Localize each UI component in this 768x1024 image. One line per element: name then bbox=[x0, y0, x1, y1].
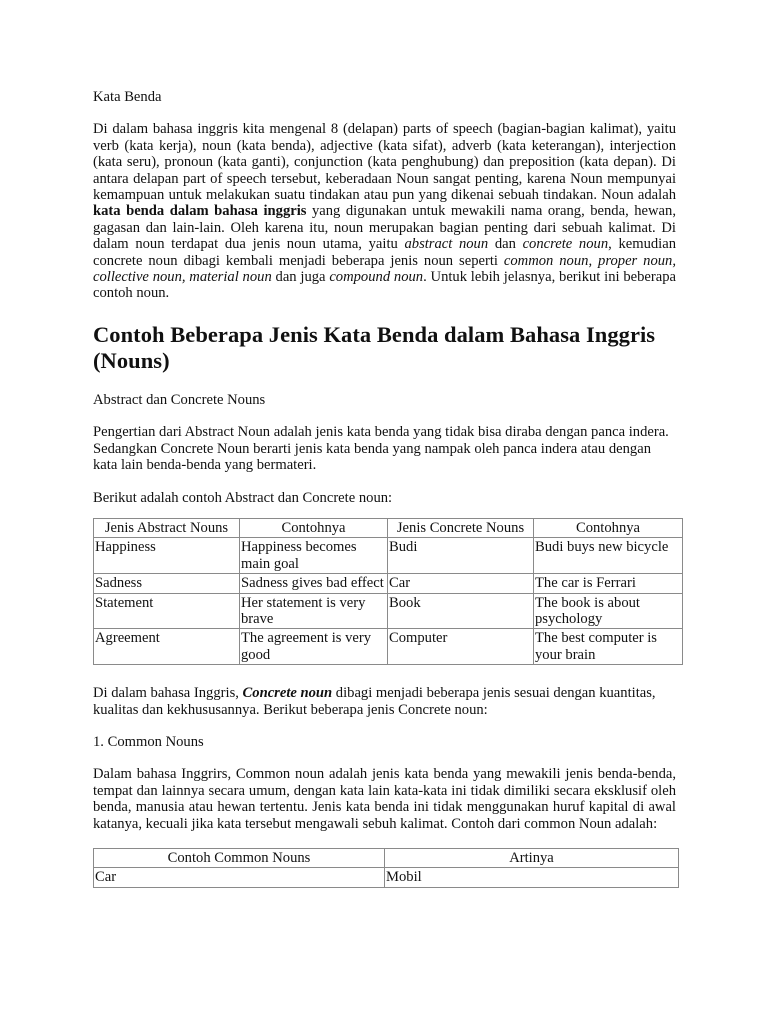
concrete-text-run: Di dalam bahasa Inggris, bbox=[93, 685, 243, 702]
section-heading: Contoh Beberapa Jenis Kata Benda dalam Bahasa Inggris (Nouns) bbox=[93, 321, 656, 373]
intro-text-run: abstract noun bbox=[404, 236, 489, 253]
table-cell: Budi buys new bicycle bbox=[534, 538, 683, 574]
intro-paragraph bbox=[93, 121, 676, 301]
table-row bbox=[94, 629, 683, 665]
table-row bbox=[94, 593, 683, 629]
table-cell: Car bbox=[388, 574, 534, 593]
table-header-row bbox=[94, 849, 679, 868]
intro-text-run: common noun, proper noun, collective noun, material noun bbox=[93, 252, 676, 286]
table-cell: Statement bbox=[94, 593, 240, 629]
table-cell: The best computer is your brain bbox=[534, 629, 683, 665]
table-cell: Her statement is very brave bbox=[240, 593, 388, 629]
document-page bbox=[93, 89, 676, 888]
table-cell: Computer bbox=[388, 629, 534, 665]
table-row bbox=[94, 868, 679, 887]
subheading-common-nouns: 1. Common Nouns bbox=[93, 733, 204, 750]
intro-text-run: yang digunakan untuk mewakili nama orang, benda, hewan, gagasan dan lain-lain. Oleh karena itu, noun merupakan bagian penting dari sebuah kalimat. Di dalam noun terdapat dua jenis noun utama, yaitu bbox=[93, 203, 676, 253]
table-row bbox=[94, 574, 683, 593]
concrete-text-run: Concrete noun bbox=[242, 685, 333, 702]
intro-text-run: kata benda dalam bahasa inggris bbox=[93, 203, 307, 220]
table-cell: Car bbox=[94, 868, 385, 887]
table-header-row bbox=[94, 518, 683, 537]
common-noun-paragraph: Dalam bahasa Inggrirs, Common noun adalah jenis kata benda yang mewakili jenis benda-benda, tempat dan lainnya secara umum, dengan kata lain kata-kata ini tidak dimiliki secara eksklusif oleh benda, manusia atau hewan tertentu. Jenis kata benda ini tidak menggunakan huruf kapital di awal katanya, kecuali jika kata tersebut mengawali sebuh kalimat. Contoh dari common Noun adalah: bbox=[93, 766, 676, 832]
doc-title: Kata Benda bbox=[93, 89, 162, 105]
table-cell: The car is Ferrari bbox=[534, 574, 683, 593]
table-cell: Book bbox=[388, 593, 534, 629]
concrete-text-run: dibagi menjadi beberapa jenis sesuai dengan kuantitas, kualitas dan kekhususannya. Berikut beberapa jenis Concrete noun: bbox=[93, 685, 656, 718]
concrete-noun-paragraph bbox=[93, 685, 676, 718]
definition-paragraph: Pengertian dari Abstract Noun adalah jenis kata benda yang tidak bisa diraba dengan panca indera. Sedangkan Concrete Noun berarti jenis kata benda yang nampak oleh panca indera atau dengan kata lain benda-benda yang bermateri. bbox=[93, 424, 669, 474]
common-nouns-table bbox=[93, 848, 679, 888]
table-header-cell: Jenis Concrete Nouns bbox=[388, 518, 534, 537]
table-header-cell: Contohnya bbox=[534, 518, 683, 537]
table-cell: Happiness bbox=[94, 538, 240, 574]
subheading-abstract-concrete: Abstract dan Concrete Nouns bbox=[93, 391, 266, 408]
table-intro-paragraph: Berikut adalah contoh Abstract dan Concrete noun: bbox=[93, 489, 393, 506]
intro-text-run: , kemudian concrete noun dibagi kembali menjadi beberapa jenis noun seperti bbox=[93, 236, 676, 269]
intro-text-run: . Untuk lebih jelasnya, berikut ini beberapa contoh noun. bbox=[93, 269, 676, 302]
intro-text-run: dan bbox=[488, 236, 523, 253]
abstract-concrete-table bbox=[93, 518, 683, 665]
intro-text-run: concrete noun bbox=[522, 236, 609, 253]
table-cell: Agreement bbox=[94, 629, 240, 665]
intro-text-run: dan juga bbox=[271, 269, 330, 286]
table-cell: Sadness bbox=[94, 574, 240, 593]
table-cell: Sadness gives bad effect bbox=[240, 574, 388, 593]
table-cell: The book is about psychology bbox=[534, 593, 683, 629]
intro-text-run: Di dalam bahasa inggris kita mengenal 8 (delapan) parts of speech (bagian-bagian kalimat), yaitu verb (kata kerja), noun (kata benda), adjective (kata sifat), adverb (kata keterangan), interjection (kata seru), pronoun (kata ganti), conjunction (kata penghubung) dan preposition (kata depan). Di antara delapan part of speech tersebut, keberadaan Noun sangat penting, karena Noun mempunyai kemampuan untuk melakukan suatu tindakan atau pun yang dikenai sebuah tindakan. Noun adalah bbox=[93, 121, 676, 204]
table-row bbox=[94, 538, 683, 574]
table-header-cell: Jenis Abstract Nouns bbox=[94, 518, 240, 537]
table-cell: Happiness becomes main goal bbox=[240, 538, 388, 574]
intro-text-run: compound noun bbox=[329, 269, 424, 286]
table-cell: Mobil bbox=[385, 868, 679, 887]
table-cell: The agreement is very good bbox=[240, 629, 388, 665]
table-header-cell: Contoh Common Nouns bbox=[94, 849, 385, 868]
table-header-cell: Artinya bbox=[385, 849, 679, 868]
table-cell: Budi bbox=[388, 538, 534, 574]
table-header-cell: Contohnya bbox=[240, 518, 388, 537]
